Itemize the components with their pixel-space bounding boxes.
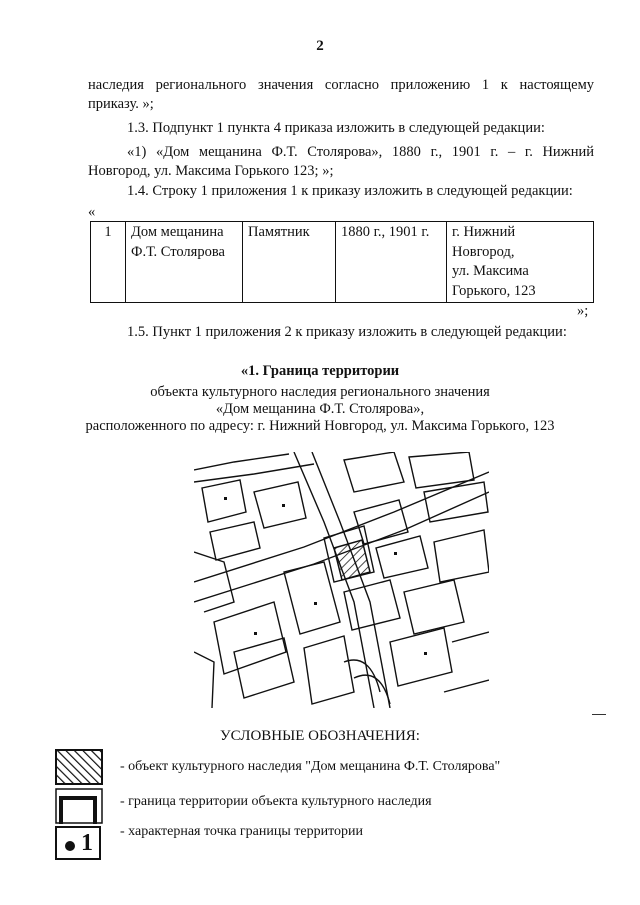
section-address: расположенного по адресу: г. Нижний Новгород, ул. Максима Горького, 123: [85, 418, 555, 434]
section-object-name: «Дом мещанина Ф.Т. Столярова»,: [215, 401, 425, 417]
point-label: 1: [81, 830, 93, 856]
legend-item-boundary-point: - характерная точка границы территории: [120, 824, 363, 839]
section-subtitle: объекта культурного наследия регионального значения: [150, 384, 490, 400]
clause-1-3-text: «1) «Дом мещанина Ф.Т. Столярова», 1880 г., 1901 г. – г. Нижний: [127, 144, 594, 160]
clause-1-3-text-end: Новгород, ул. Максима Горького 123; »;: [88, 163, 334, 179]
legend-title: УСЛОВНЫЕ ОБОЗНАЧЕНИЯ:: [220, 728, 420, 744]
address-line: Новгород,: [452, 243, 515, 260]
table-row: [91, 222, 594, 303]
clause-1-5: 1.5. Пункт 1 приложения 2 к приказу изложить в следующей редакции:: [127, 324, 567, 340]
name-line: Дом мещанина: [131, 224, 224, 240]
close-quote: »;: [577, 303, 589, 319]
hatched-area-icon: [55, 749, 103, 785]
open-quote: «: [88, 204, 96, 220]
cell-category: Памятник: [243, 222, 336, 303]
point-dot-icon: [65, 841, 75, 851]
legend-item-boundary: - граница территории объекта культурного наследия: [120, 794, 432, 809]
address-line: ул. Максима: [452, 263, 529, 279]
paragraph-continuation: наследия регионального значения согласно приложению 1 к настоящему: [88, 77, 594, 93]
clause-1-3: 1.3. Подпункт 1 пункта 4 приказа изложить в следующей редакции:: [127, 120, 545, 136]
address-line: Горького, 123: [452, 282, 536, 299]
boundary-line-icon: [55, 788, 103, 824]
clause-1-4: 1.4. Строку 1 приложения 1 к приказу изложить в следующей редакции:: [127, 183, 573, 199]
site-plan-map: [194, 452, 489, 708]
boundary-point-icon: [55, 826, 101, 860]
legend-item-heritage-object: - объект культурного наследия "Дом мещанина Ф.Т. Столярова": [120, 759, 501, 774]
name-line: Ф.Т. Столярова: [131, 243, 225, 260]
cell-name: [126, 222, 243, 303]
cell-number: 1: [91, 222, 126, 303]
page-number: 2: [316, 38, 324, 54]
cell-address: [447, 222, 594, 303]
heritage-object-area: [334, 540, 370, 580]
register-table: [90, 221, 594, 303]
margin-mark: [592, 714, 606, 715]
cell-dates: 1880 г., 1901 г.: [336, 222, 447, 303]
paragraph-continuation-end: приказу. »;: [88, 96, 154, 112]
section-title: «1. Граница территории: [240, 363, 400, 379]
address-line: г. Нижний: [452, 224, 516, 240]
